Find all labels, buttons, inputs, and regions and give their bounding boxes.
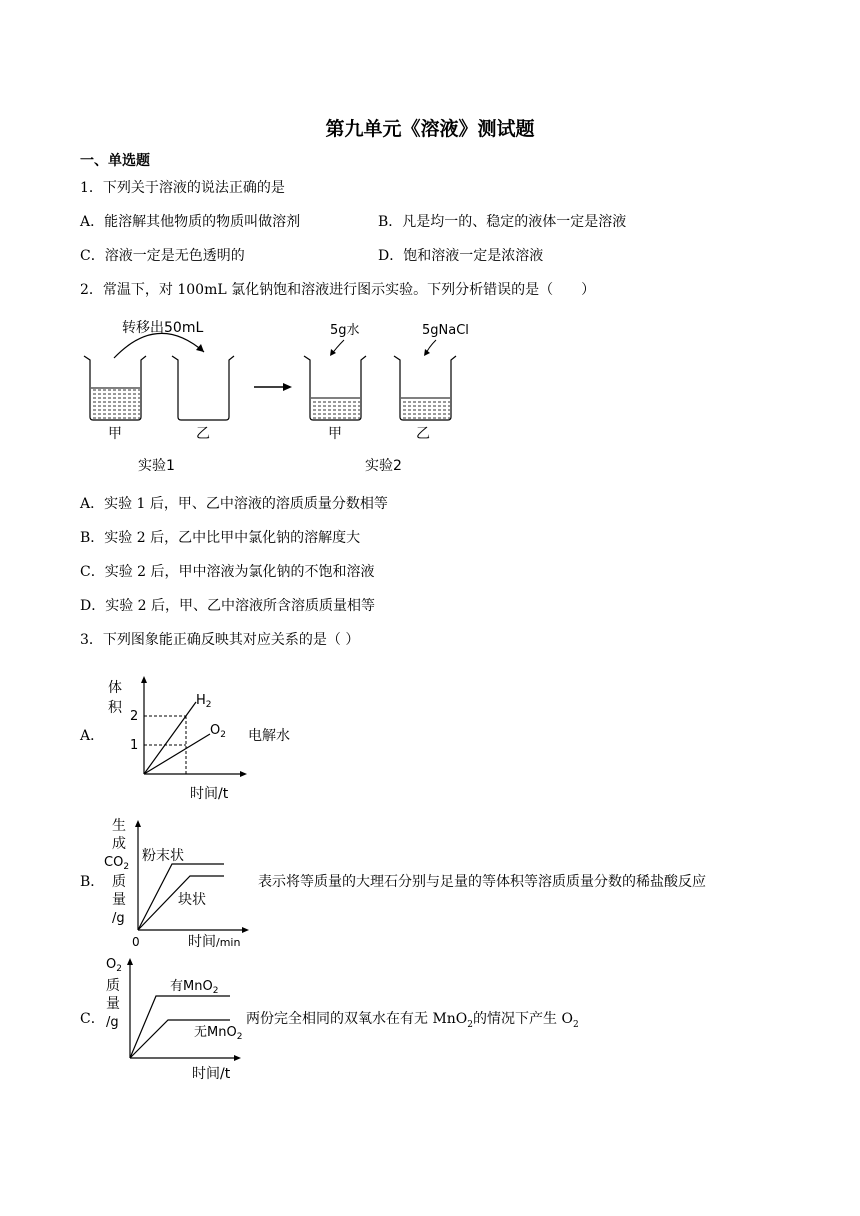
q2-option-c: C．实验 2 后，甲中溶液为氯化钠的不饱和溶液 [80, 564, 375, 580]
graph-a-o2-label: O [210, 723, 221, 738]
graph-b-ylabel-3-sub: 2 [123, 862, 130, 872]
svg-text:O2 [106, 957, 122, 974]
svg-text:H2 [196, 693, 212, 710]
q3-option-c-desc-tail-sub: 2 [572, 1019, 579, 1030]
section-heading: 一、单选题 [80, 153, 150, 169]
graph-b-xunit: /min [216, 936, 241, 949]
q3-option-c-desc [246, 1009, 579, 1035]
add-water-label: 5g水 [330, 323, 360, 338]
graph-a-ylabel-2: 积 [108, 700, 122, 716]
q2-option-d: D．实验 2 后，甲、乙中溶液所含溶质质量相等 [80, 598, 376, 614]
graph-b-ylabel-2: 成 [112, 836, 126, 852]
transfer-label: 转移出50mL [122, 320, 204, 336]
q3-graph-c [100, 952, 250, 1082]
graph-b-ylabel-1: 生 [112, 818, 126, 834]
beaker-yi-1 [172, 356, 234, 420]
label-yi-2: 乙 [416, 426, 430, 442]
q3-option-c-label: C． [80, 1011, 105, 1027]
q3-option-c-desc-sub: 2 [467, 1019, 474, 1030]
svg-text:有MnO2 [170, 979, 218, 996]
label-jia-2: 甲 [328, 426, 342, 442]
graph-b-ylabel-3: CO [104, 855, 124, 870]
q3-graph-b [100, 812, 255, 954]
label-yi-1: 乙 [196, 426, 210, 442]
q3-option-b-desc: 表示将等质量的大理石分别与足量的等体积等溶质质量分数的稀盐酸反应 [258, 874, 706, 890]
svg-text:无MnO2 [194, 1025, 242, 1042]
label-jia-1: 甲 [108, 426, 122, 442]
graph-c-without-label: 无MnO [194, 1025, 237, 1040]
q3-graph-a [102, 672, 252, 807]
add-nacl-label: 5gNaCl [422, 323, 469, 338]
svg-text:CO2 [104, 855, 129, 872]
graph-c-ylabel-1-sub: 2 [116, 964, 122, 974]
graph-c-with-sub: 2 [212, 986, 219, 996]
graph-b-origin: 0 [132, 935, 140, 949]
graph-a-tick-1: 1 [130, 738, 139, 753]
q3-stem: 3．下列图象能正确反映其对应关系的是（ ） [80, 632, 360, 648]
q2-stem: 2．常温下，对 100mL 氯化钠饱和溶液进行图示实验。下列分析错误的是（ ） [80, 282, 596, 298]
graph-b-lump-label: 块状 [178, 892, 206, 908]
graph-c-without-sub: 2 [236, 1032, 243, 1042]
beaker-yi-2 [394, 356, 456, 420]
label-exp1: 实验1 [138, 458, 175, 474]
q2-option-b: B．实验 2 后，乙中比甲中氯化钠的溶解度大 [80, 530, 361, 546]
graph-c-ylabel-4: /g [106, 1015, 119, 1030]
q1-option-c: C．溶液一定是无色透明的 [80, 248, 245, 264]
graph-a-xlabel: 时间/t [190, 786, 229, 802]
graph-a-h2-label: H [196, 693, 206, 708]
q3-option-c-desc-text: 两份完全相同的双氧水在有无 MnO [246, 1011, 468, 1027]
graph-c-with-label: 有MnO [170, 979, 213, 994]
graph-c-ylabel-3: 量 [106, 996, 120, 1012]
beaker-jia-1 [84, 356, 146, 420]
q1-option-d: D．饱和溶液一定是浓溶液 [378, 248, 544, 264]
q3-option-a-desc: 电解水 [248, 728, 290, 744]
graph-a-h2-sub: 2 [205, 700, 212, 710]
q1-option-a: A．能溶解其他物质的物质叫做溶剂 [80, 214, 301, 230]
graph-b-powder-label: 粉末状 [142, 848, 184, 864]
q2-experiment-figure [78, 312, 498, 482]
q3-option-c-desc-tail: 的情况下产生 O [473, 1011, 573, 1027]
graph-b-ylabel-6: /g [112, 911, 125, 926]
q1-stem: 1．下列关于溶液的说法正确的是 [80, 180, 285, 196]
transfer-arrow [114, 333, 204, 358]
graph-c-ylabel-2: 质 [106, 978, 120, 994]
svg-text:时间/min [188, 934, 240, 950]
graph-c-ylabel-1: O [106, 957, 117, 972]
q1-option-b: B．凡是均一的、稳定的液体一定是溶液 [378, 214, 627, 230]
page-title: 第九单元《溶液》测试题 [325, 118, 535, 140]
graph-b-ylabel-5: 量 [112, 892, 126, 908]
graph-c-xlabel: 时间/t [192, 1066, 231, 1082]
svg-text:O2 [210, 723, 226, 740]
beaker-jia-2 [304, 356, 366, 420]
label-exp2: 实验2 [365, 458, 402, 474]
q2-option-a: A．实验 1 后，甲、乙中溶液的溶质质量分数相等 [80, 496, 388, 512]
graph-b-ylabel-4: 质 [112, 874, 126, 890]
graph-a-tick-2: 2 [130, 709, 139, 724]
graph-a-o2-sub: 2 [220, 730, 226, 740]
graph-a-ylabel-1: 体 [108, 680, 122, 696]
graph-b-xlabel: 时间 [188, 934, 216, 950]
q3-option-a-label: A． [80, 728, 105, 744]
q3-option-b-label: B． [80, 874, 105, 890]
